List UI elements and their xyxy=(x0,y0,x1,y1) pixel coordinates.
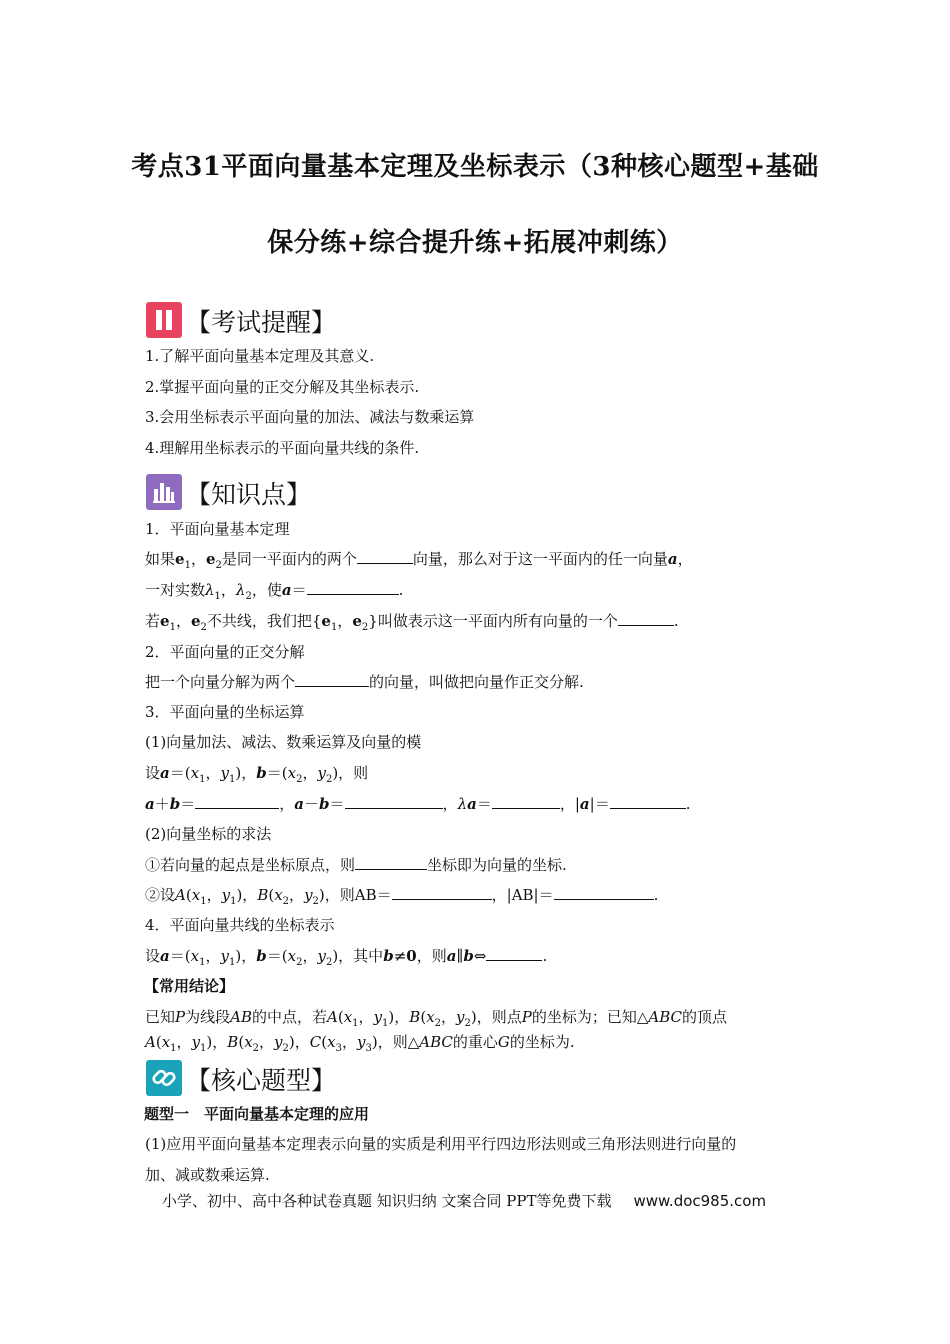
knowledge-line: 一对实数$\lambda_1$，$\lambda_2$，使a＝ . xyxy=(145,581,404,602)
page-footer xyxy=(162,1190,766,1211)
knowledge-heading: 2．平面向量的正交分解 xyxy=(145,643,305,661)
section-exam-tips xyxy=(146,298,336,338)
core-paragraph: (1)应用平面向量基本定理表示向量的实质是利用平行四边形法则或三角形法则进行向量的 xyxy=(145,1135,737,1153)
answer-blank xyxy=(345,794,443,809)
knowledge-line: 如果$e_1$，$e_2$是同一平面内的两个 向量，那么对于这一平面内的任一向量a， xyxy=(145,550,693,571)
knowledge-line: 把一个向量分解为两个 的向量，叫做把向量作正交分解. xyxy=(145,673,584,691)
knowledge-line: 设$a=(x_1$，$y_1$)，$b=(x_2$，$y_2$)，其中b≠0，则a∥b⇔ . xyxy=(145,947,548,968)
answer-blank xyxy=(392,885,492,900)
tip-item: 1.了解平面向量基本定理及其意义. xyxy=(145,347,375,365)
answer-blank xyxy=(492,794,560,809)
page-title-line2: 保分练+综合提升练+拓展冲刺练） xyxy=(267,228,683,258)
link-icon xyxy=(146,1060,182,1096)
answer-blank xyxy=(307,580,399,595)
answer-blank xyxy=(618,611,674,626)
core-paragraph: 加、减或数乘运算. xyxy=(145,1166,270,1184)
page-title-line1: 考点31平面向量基本定理及坐标表示（3种核心题型+基础 xyxy=(131,152,819,182)
knowledge-line: 设$a=(x_1$，$y_1$)，$b=(x_2$，$y_2$)，则 xyxy=(145,764,369,785)
knowledge-heading: 4．平面向量共线的坐标表示 xyxy=(145,916,335,934)
knowledge-line: ②设$A(x_1$，$y_1$)，$B(x_2$，$y_2$)，则AB＝ ，|AB|＝ . xyxy=(145,886,659,907)
answer-blank xyxy=(355,855,427,870)
knowledge-line: a＋b＝ ，a－b＝ ，λa＝ ，|a|＝ . xyxy=(145,795,691,813)
question-type-heading: 题型一 平面向量基本定理的应用 xyxy=(144,1105,370,1123)
answer-blank xyxy=(610,794,686,809)
knowledge-subheading: (1)向量加法、减法、数乘运算及向量的模 xyxy=(145,733,422,751)
knowledge-line: ①若向量的起点是坐标原点，则 坐标即为向量的坐标. xyxy=(145,856,567,874)
footer-url[interactable]: www.doc985.com xyxy=(633,1192,767,1210)
answer-blank xyxy=(554,885,654,900)
footer-text: 小学、初中、高中各种试卷真题 知识归纳 文案合同 PPT等免费下载 xyxy=(162,1192,612,1210)
pause-icon xyxy=(146,302,182,338)
answer-blank xyxy=(486,946,542,961)
section-title: 【知识点】 xyxy=(186,480,312,509)
conclusion-line: $A(x_1$，$y_1$)，$B(x_2$，$y_2$)，$C(x_3$，$y_3$)，则△ABC的重心G的坐标为. xyxy=(145,1033,575,1054)
section-title: 【核心题型】 xyxy=(186,1066,337,1095)
section-core-types xyxy=(146,1056,336,1096)
bar-chart-icon xyxy=(146,474,182,510)
answer-blank xyxy=(295,672,369,687)
conclusion-line: 已知P为线段AB的中点，若$A(x_1$，$y_1$)，$B(x_2$，$y_2$)，则点P的坐标为；已知△ABC的顶点 xyxy=(145,1008,728,1029)
tip-item: 3.会用坐标表示平面向量的加法、减法与数乘运算 xyxy=(145,408,475,426)
knowledge-subheading: (2)向量坐标的求法 xyxy=(145,825,272,843)
knowledge-line: 若$e_1$，$e_2$不共线，我们把{$e_1$，$e_2$}叫做表示这一平面内所有向量的一个 . xyxy=(145,612,679,633)
tip-item: 4.理解用坐标表示的平面向量共线的条件. xyxy=(145,439,420,457)
tip-item: 2.掌握平面向量的正交分解及其坐标表示. xyxy=(145,378,420,396)
conclusion-label: 【常用结论】 xyxy=(144,977,235,995)
answer-blank xyxy=(195,794,279,809)
section-knowledge xyxy=(146,470,311,510)
section-title: 【考试提醒】 xyxy=(186,308,337,337)
knowledge-heading: 3．平面向量的坐标运算 xyxy=(145,703,305,721)
answer-blank xyxy=(357,549,413,564)
knowledge-heading: 1．平面向量基本定理 xyxy=(145,520,290,538)
